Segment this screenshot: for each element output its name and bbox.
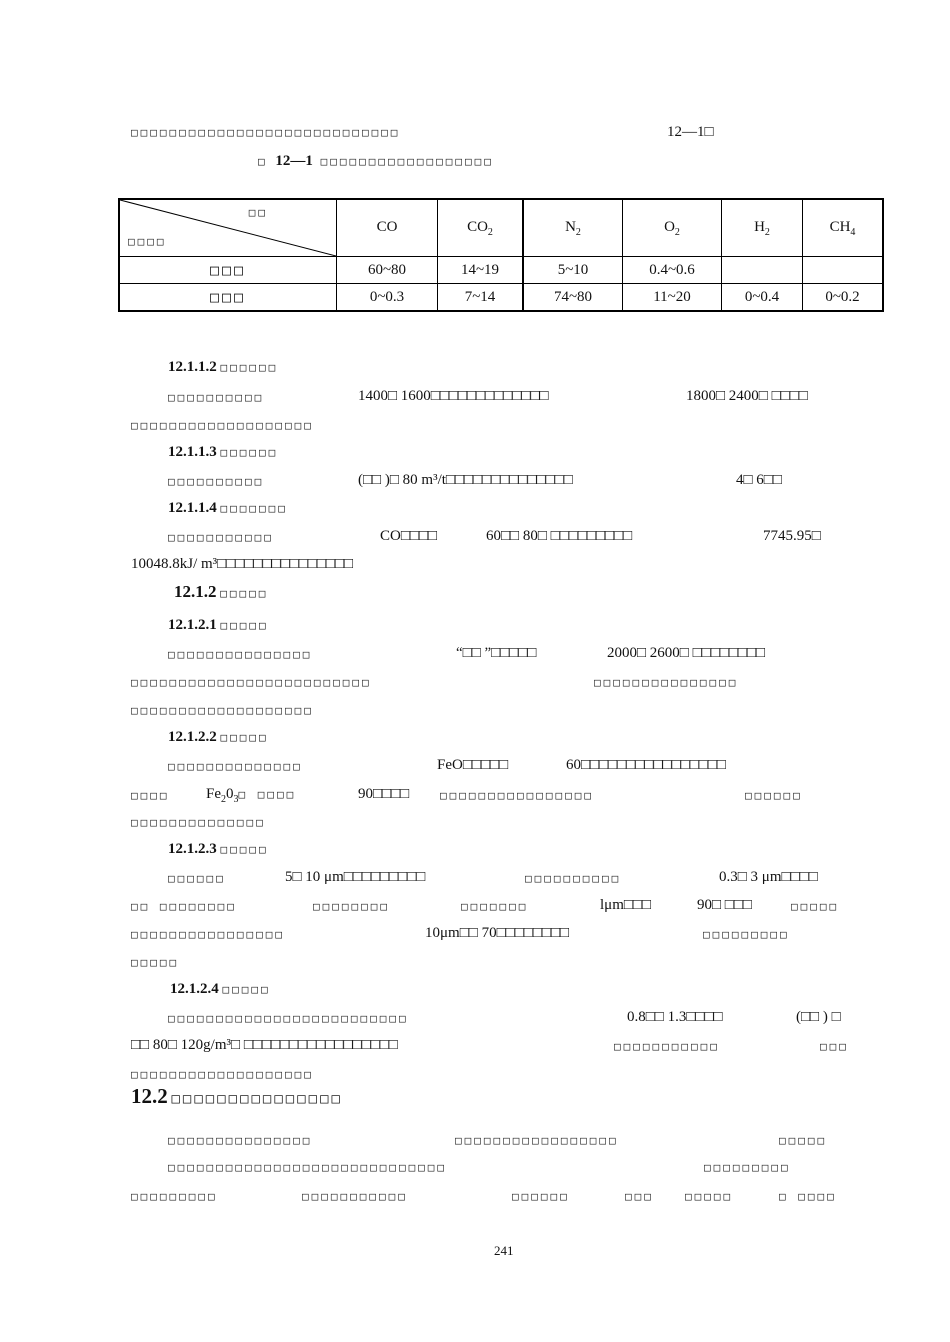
para-12-1-2-4-c: (□□ ) □ — [796, 1009, 841, 1025]
page-number: 241 — [494, 1243, 514, 1258]
para-12-1-2-4-d: □□ 80□ 120g/m³□ □□□□□□□□□□□□□□□□□ — [131, 1037, 398, 1053]
para-12-1-1-3-a: □□□□□□□□□□ — [168, 475, 265, 488]
heading-12-1-2-1: 12.1.2.1 □□□□□ — [168, 617, 269, 633]
para-12-1-2-3-a: □□□□□□ — [168, 872, 226, 885]
table-cell: 11~20 — [623, 284, 722, 312]
para-12-1-1-2-b: 1400□ 1600□□□□□□□□□□□□□ — [358, 388, 549, 404]
para-12-1-2-3-k: □□□□□□□□□□□□□□□□ — [131, 928, 285, 941]
para-12-1-2-2-c: 60□□□□□□□□□□□□□□□□ — [566, 757, 726, 773]
header-co2: $CO_2$ — [438, 199, 524, 257]
header-n2: $N_2$ — [523, 199, 623, 257]
intro-text: □□□□□□□□□□□□□□□□□□□□□□□□□□□□ — [131, 126, 401, 139]
para-12-1-2-3-n: □□□□□ — [131, 956, 180, 969]
para-12-1-2-1-d: □□□□□□□□□□□□□□□□□□□□□□□□□ — [131, 676, 372, 689]
para-12-1-2-2-d: □□□□ — [131, 789, 170, 802]
para-12-1-2-3-m: □□□□□□□□□ — [703, 928, 790, 941]
para-12-1-2-2-g: □□□□□□ — [745, 789, 803, 802]
table-header-row — [119, 199, 883, 257]
heading-12-1-2-3: 12.1.2.3 □□□□□ — [168, 841, 269, 857]
para-12-1-1-2-c: 1800□ 2400□ □□□□ — [686, 388, 808, 404]
table-cell: 14~19 — [438, 257, 524, 284]
para-12-1-1-4-c: 60□□ 80□ □□□□□□□□□ — [486, 528, 633, 544]
row-label: □□□ — [119, 257, 337, 284]
para-12-1-2-3-c: □□□□□□□□□□ — [525, 872, 622, 885]
para-12-1-2-3-b: 5□ 10 μm□□□□□□□□□ — [285, 869, 426, 885]
para-12-2-i: □□□ — [625, 1190, 654, 1203]
para-12-1-2-3-f: □□□□□□□□ — [313, 900, 390, 913]
table-cell: 0~0.2 — [803, 284, 884, 312]
para-12-1-1-4-e: 10048.8kJ/ m³□□□□□□□□□□□□□□□ — [131, 556, 354, 572]
para-12-1-2-2-e: 90□□□□ — [358, 786, 410, 802]
para-12-1-1-3-b: (□□ )□ 80 m³/t□□□□□□□□□□□□□□ — [358, 472, 573, 488]
heading-12-1-2-2: 12.1.2.2 □□□□□ — [168, 729, 269, 745]
para-12-2-g: □□□□□□□□□□□ — [302, 1190, 408, 1203]
corner-bottom-label: □□□□ — [128, 235, 167, 248]
table-cell: 0~0.3 — [337, 284, 438, 312]
para-12-1-2-2-b: FeO□□□□□ — [437, 757, 509, 773]
table-cell: 7~14 — [438, 284, 524, 312]
para-12-1-1-4-b: CO□□□□ — [380, 528, 438, 544]
para-12-1-2-3-l: 10μm□□ 70□□□□□□□□ — [425, 925, 570, 941]
table-cell: 60~80 — [337, 257, 438, 284]
para-12-1-2-4-e: □□□□□□□□□□□ — [614, 1040, 720, 1053]
para-12-2-c: □□□□□ — [779, 1134, 828, 1147]
para-12-2-b: □□□□□□□□□□□□□□□□□ — [455, 1134, 619, 1147]
table-row — [119, 284, 883, 312]
para-12-1-1-2-a: □□□□□□□□□□ — [168, 391, 265, 404]
para-12-1-2-2-a: □□□□□□□□□□□□□□ — [168, 760, 303, 773]
heading-12-1-1-3: 12.1.1.3 □□□□□□ — [168, 444, 279, 460]
para-12-1-2-3-i: 90□ □□□ — [697, 897, 752, 913]
table-corner-cell — [119, 199, 337, 257]
heading-12-1-1-4: 12.1.1.4 □□□□□□□ — [168, 500, 288, 516]
para-12-1-2-1-e: □□□□□□□□□□□□□□□ — [594, 676, 739, 689]
table-cell — [803, 257, 884, 284]
para-12-1-2-4-g: □□□□□□□□□□□□□□□□□□□ — [131, 1068, 314, 1081]
table-cell: 0~0.4 — [722, 284, 803, 312]
para-12-1-2-1-b: “□□ ”□□□□□ — [456, 645, 537, 661]
para-12-1-2-3-h: lμm□□□ — [600, 897, 652, 913]
heading-12-1-1-2: 12.1.1.2 □□□□□□ — [168, 359, 279, 375]
caption-prefix: □ — [258, 155, 268, 168]
para-12-1-2-1-a: □□□□□□□□□□□□□□□ — [168, 648, 313, 661]
header-co: CO — [337, 199, 438, 257]
header-h2: $H_2$ — [722, 199, 803, 257]
para-12-2-e: □□□□□□□□□ — [704, 1161, 791, 1174]
heading-12-1-2: 12.1.2 □□□□□ — [174, 582, 269, 601]
para-12-1-2-2-formula: $Fe_20_3□$ □□□□ — [206, 786, 297, 805]
para-12-1-2-3-g: □□□□□□□ — [461, 900, 529, 913]
row-label: □□□ — [119, 284, 337, 312]
header-ch4: $CH_4$ — [803, 199, 884, 257]
heading-12-2: 12.2 □□□□□□□□□□□□□□□ — [131, 1084, 343, 1108]
para-12-2-a: □□□□□□□□□□□□□□□ — [168, 1134, 313, 1147]
para-12-1-2-1-c: 2000□ 2600□ □□□□□□□□ — [607, 645, 766, 661]
para-12-1-1-4-d: 7745.95□ — [763, 528, 821, 544]
para-12-2-d: □□□□□□□□□□□□□□□□□□□□□□□□□□□□□ — [168, 1161, 448, 1174]
caption-number: 12—1 — [275, 153, 313, 169]
table-row — [119, 257, 883, 284]
para-12-1-1-2-d: □□□□□□□□□□□□□□□□□□□ — [131, 419, 314, 432]
para-12-1-2-3-j: □□□□□ — [791, 900, 840, 913]
table-caption — [258, 153, 494, 170]
para-12-1-2-4-b: 0.8□□ 1.3□□□□ — [627, 1009, 723, 1025]
gas-composition-table — [118, 198, 884, 312]
corner-top-label: □□ — [248, 206, 268, 219]
para-12-1-2-4-a: □□□□□□□□□□□□□□□□□□□□□□□□□ — [168, 1012, 409, 1025]
para-12-1-2-4-f: □□□ — [820, 1040, 849, 1053]
para-12-1-2-3-d: 0.3□ 3 μm□□□□ — [719, 869, 818, 885]
heading-12-1-2-4: 12.1.2.4 □□□□□ — [170, 981, 271, 997]
header-o2: $O_2$ — [623, 199, 722, 257]
para-12-1-2-1-f: □□□□□□□□□□□□□□□□□□□ — [131, 704, 314, 717]
intro-table-ref: 12—1□ — [667, 124, 714, 140]
table-cell: 5~10 — [523, 257, 623, 284]
para-12-2-k: □ □□□□ — [779, 1190, 837, 1203]
para-12-2-f: □□□□□□□□□ — [131, 1190, 218, 1203]
para-12-2-h: □□□□□□ — [512, 1190, 570, 1203]
para-12-1-2-2-f: □□□□□□□□□□□□□□□□ — [440, 789, 594, 802]
para-12-1-2-3-e: □□ □□□□□□□□ — [131, 900, 237, 913]
para-12-1-2-2-h: □□□□□□□□□□□□□□ — [131, 816, 266, 829]
para-12-1-1-4-a: □□□□□□□□□□□ — [168, 531, 274, 544]
table-cell: 0.4~0.6 — [623, 257, 722, 284]
table-cell — [722, 257, 803, 284]
para-12-1-1-3-c: 4□ 6□□ — [736, 472, 782, 488]
table-cell: 74~80 — [523, 284, 623, 312]
caption-title: □□□□□□□□□□□□□□□□□□ — [320, 155, 494, 168]
para-12-2-j: □□□□□ — [685, 1190, 734, 1203]
